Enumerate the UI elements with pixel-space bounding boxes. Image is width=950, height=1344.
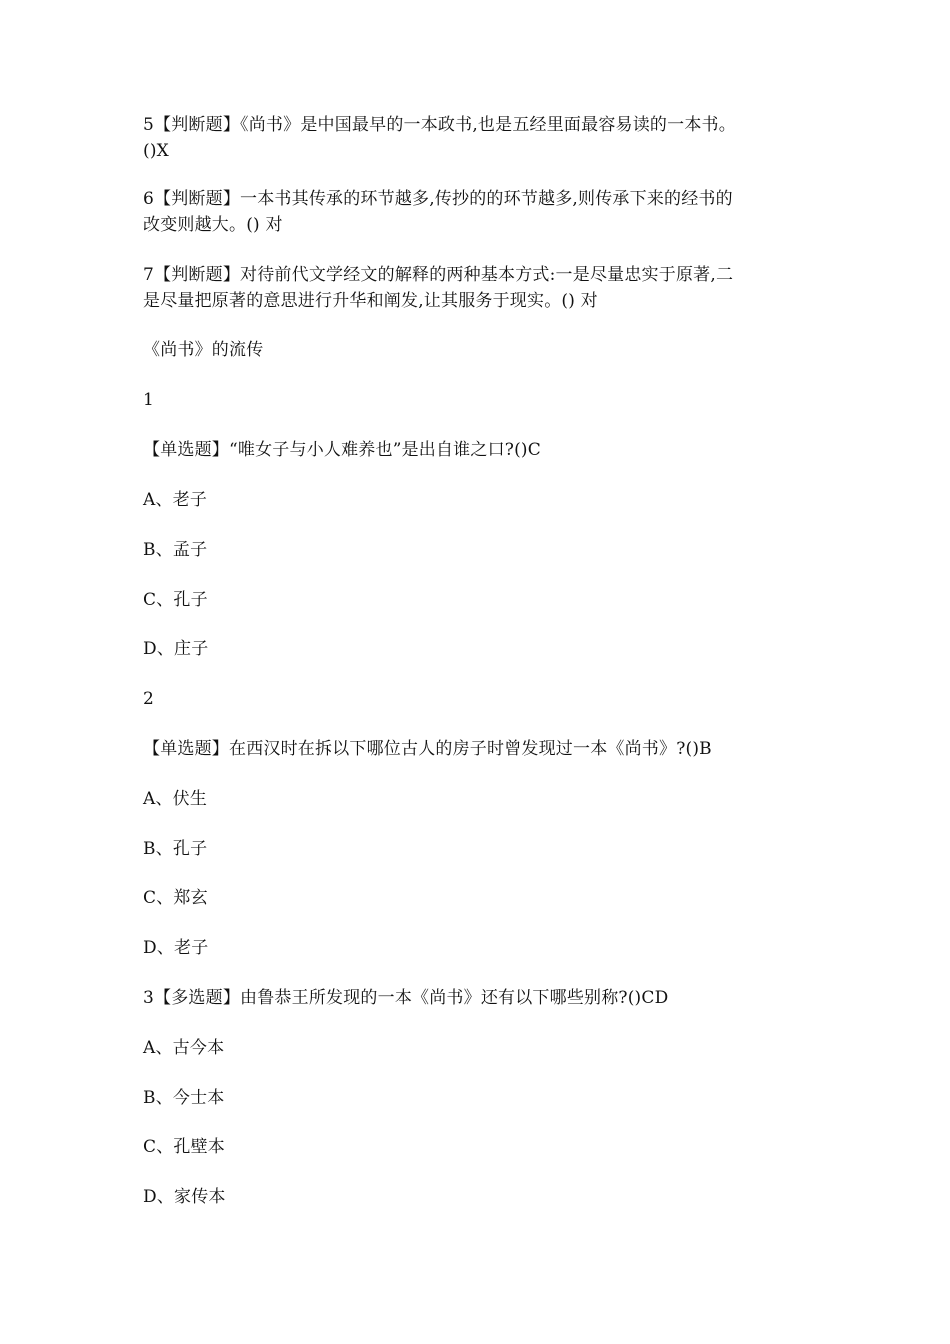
option-c: C、郑玄: [143, 888, 208, 908]
option-a: A、老子: [143, 490, 208, 510]
section-title: 《尚书》的流传: [143, 340, 264, 360]
question-number: 2: [143, 689, 155, 709]
question-text-line: 6【判断题】一本书其传承的环节越多,传抄的的环节越多,则传承下来的经书的: [143, 189, 733, 209]
option-b: B、孟子: [143, 540, 208, 560]
question-text-line: 7【判断题】对待前代文学经文的解释的两种基本方式:一是尽量忠实于原著,二: [143, 265, 734, 285]
option-d: D、庄子: [143, 639, 209, 659]
judgment-question-6: [143, 186, 813, 238]
question-answer-line: 是尽量把原著的意思进行升华和阐发,让其服务于现实。() 对: [143, 291, 598, 311]
option-a: A、古今本: [143, 1038, 225, 1058]
question-answer-line: 改变则越大。() 对: [143, 215, 283, 235]
question-stem: 【单选题】在西汉时在拆以下哪位古人的房子时曾发现过一本《尚书》?()B: [143, 739, 712, 759]
question-stem: 3【多选题】由鲁恭王所发现的一本《尚书》还有以下哪些别称?()CD: [143, 988, 669, 1008]
question-number: 1: [143, 390, 155, 410]
judgment-question-7: [143, 262, 813, 314]
option-b: B、孔子: [143, 839, 208, 859]
question-text-line: 5【判断题】《尚书》是中国最早的一本政书,也是五经里面最容易读的一本书。: [143, 115, 736, 135]
option-c: C、孔子: [143, 590, 208, 610]
question-stem: 【单选题】“唯女子与小人难养也”是出自谁之口?()C: [143, 440, 541, 460]
question-answer-line: ()X: [143, 141, 169, 161]
option-a: A、伏生: [143, 789, 208, 809]
option-d: D、老子: [143, 938, 209, 958]
option-d: D、家传本: [143, 1187, 226, 1207]
option-c: C、孔壁本: [143, 1137, 226, 1157]
judgment-question-5: [143, 112, 813, 164]
option-b: B、今士本: [143, 1088, 225, 1108]
